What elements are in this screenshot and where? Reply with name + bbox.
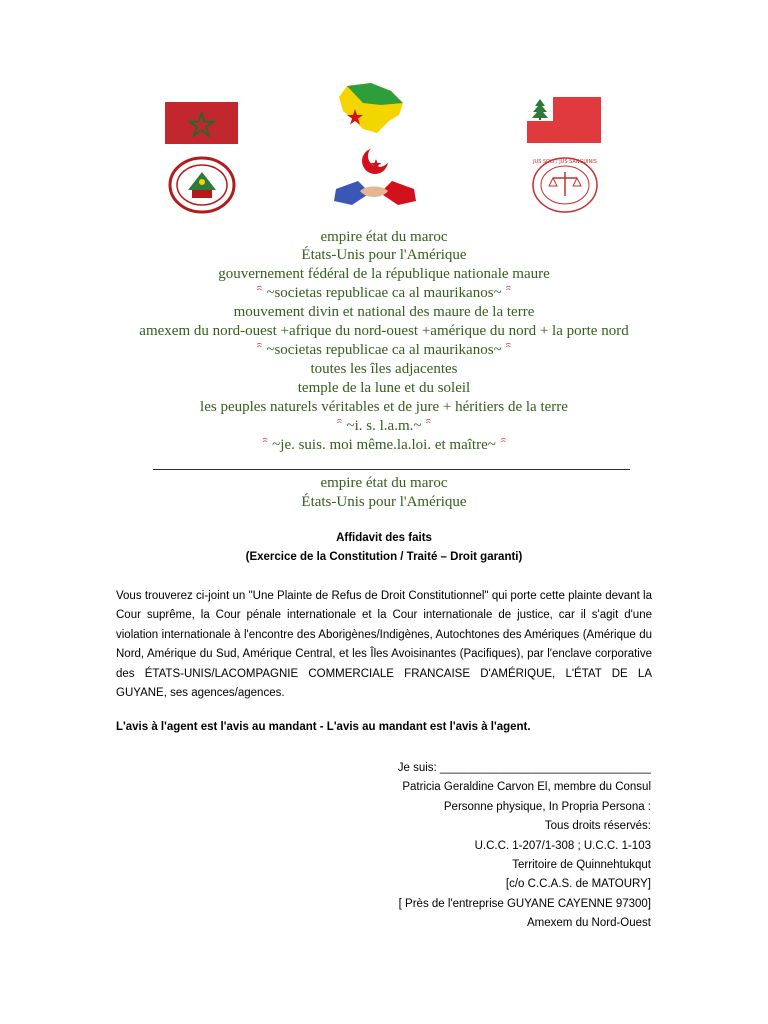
header-line-2: États-Unis pour l'Amérique xyxy=(301,247,467,263)
signature-status: Personne physique, In Propria Persona : xyxy=(443,800,651,813)
signature-care-of: [c/o C.C.A.S. de MATOURY] xyxy=(505,878,651,891)
header-line-5: mouvement divin et national des maure de la terre xyxy=(233,304,535,320)
header-line-10: les peuples naturels véritables et de jure + héritiers de la terre xyxy=(200,399,568,415)
agent-notice: L'avis à l'agent est l'avis au mandant - L'avis au mandant est l'avis à l'agent. xyxy=(116,721,531,733)
header-line-3: gouvernement fédéral de la république nationale maure xyxy=(218,266,550,282)
subheader-line-1: empire état du maroc xyxy=(320,475,448,491)
header-line-11-text: ~i. s. l.a.m.~ xyxy=(346,418,422,434)
header-line-4-text: ~societas republicae ca al maurikanos~ xyxy=(266,285,502,301)
header-line-9: temple de la lune et du soleil xyxy=(297,380,471,396)
horizontal-divider xyxy=(153,469,630,470)
header-line-11 xyxy=(100,417,668,436)
signature-territory: Territoire de Quinnehtukqut xyxy=(512,859,651,872)
header-line-4 xyxy=(100,284,668,303)
signature-block xyxy=(291,759,651,934)
signature-ucc: U.C.C. 1-207/1-308 ; U.C.C. 1-103 xyxy=(474,839,651,852)
signature-line: Je suis: _________________________________ xyxy=(397,762,651,774)
header-line-8: toutes les îles adjacentes xyxy=(310,361,458,377)
subheader-line-2: États-Unis pour l'Amérique xyxy=(301,494,467,510)
header-line-12 xyxy=(100,436,668,455)
header-line-6: amexem du nord-ouest +afrique du nord-ouest +amérique du nord + la porte nord xyxy=(139,323,629,339)
document-title: Affidavit des faits xyxy=(336,532,432,544)
signature-rights: Tous droits réservés: xyxy=(544,820,651,833)
signature-near: [ Près de l'entreprise GUYANE CAYENNE 97300] xyxy=(398,897,651,910)
seal-right-lettering: JUS SOLI / JUS SANGUINIS xyxy=(533,159,597,165)
header-line-7 xyxy=(100,341,668,360)
header-line-12-text: ~je. suis. moi même.la.loi. et maître~ xyxy=(272,437,496,453)
document-subtitle: (Exercice de la Constitution / Traité – Droit garanti) xyxy=(245,551,523,563)
header-line-7-text: ~societas republicae ca al maurikanos~ xyxy=(266,342,502,358)
body-paragraph: Vous trouverez ci-joint un "Une Plainte de Refus de Droit Constitutionnel" qui porte cette plainte devant la Cour suprême, la Cour pénale internationale et la Cour internationale de justice, car il s'agit d'une violation internationale à l'encontre des Aborigènes/Indigènes, Autochtones des Amériques (Amérique du Nord, Amérique du Sud, Amérique Central, et les Îles Avoisinantes (Pacifiques), par l'enclave corporative des ÉTATS-UNIS/LACOMPAGNIE COMMERCIALE FRANCAISE D'AMÉRIQUE, L'ÉTAT DE LA GUYANE, ses agences/agences. xyxy=(116,590,652,700)
signature-name: Patricia Geraldine Carvon El, membre du Consul xyxy=(402,781,651,794)
signature-region: Amexem du Nord-Ouest xyxy=(527,917,651,930)
header-block xyxy=(100,0,668,520)
header-line-1: empire état du maroc xyxy=(320,229,448,245)
